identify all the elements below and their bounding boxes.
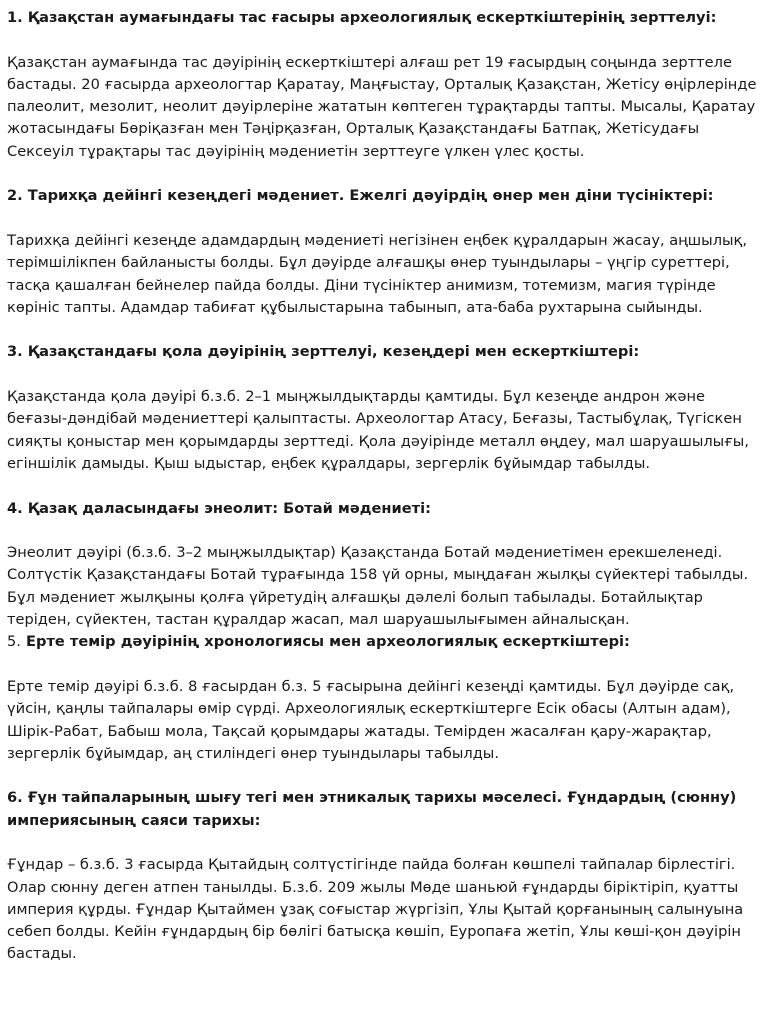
section-5-title: Ерте темір дәуірінің хронологиясы мен археологиялық ескерткіштері: bbox=[26, 633, 630, 651]
section-2-title: Тарихқа дейінгі кезеңдегі мәдениет. Ежелгі дәуірдің өнер мен діни түсініктері: bbox=[27, 187, 714, 205]
section-2-body: Тарихқа дейінгі кезеңде адамдардың мәдениеті негізінен еңбек құралдарын жасау, аңшылық, терімшілікпен байланысты болды. Бұл дәуірде алғашқы өнер туындылары – үңгір суреттері, тасқа қашалған бейнелер пайда болды. Діни түсініктер анимизм, тотемизм, магия түрінде көрініс тапты. Адамдар табиғат құбылыстарына табынып, ата-баба рухтарына сыйынды. bbox=[7, 231, 747, 316]
section-3-body: Қазақстанда қола дәуірі б.з.б. 2–1 мыңжылдықтарды қамтиды. Бұл кезеңде андрон және беғазы-дәндібай мәдениеттері қалыптасты. Археологтар Атасу, Беғазы, Тастыбұлақ, Түгіскен сияқты қоныстар мен қорымдарды зерттеді. Қола дәуірінде металл өңдеу, мал шаруашылығы, егіншілік дамыды. Қыш ыдыстар, еңбек құралдары, зергерлік бұйымдар табылды. bbox=[7, 388, 749, 472]
section-4-number: 4. bbox=[7, 499, 23, 517]
section-5-heading bbox=[7, 631, 762, 653]
section-1-heading bbox=[7, 7, 762, 29]
section-5-body: Ерте темір дәуірі б.з.б. 8 ғасырдан б.з. 5 ғасырына дейінгі кезеңді қамтиды. Бұл дәуірде сақ, үйсін, қаңлы тайпалары өмір сүрді. Археологиялық ескерткіштерге Есік обасы (Алтын адам), Шірік-Рабат, Бабыш мола, Тақсай қорымдары жатады. Темірден жасалған қару-жарақтар, зергерлік бұйымдар, аң стиліндегі өнер туындылары табылды. bbox=[7, 677, 735, 762]
section-1-number: 1. bbox=[7, 9, 23, 26]
section-3-title: Қазақстандағы қола дәуірінің зерттелуі, кезеңдері мен ескерткіштері: bbox=[27, 343, 640, 361]
section-3-heading bbox=[7, 341, 762, 363]
section-5-number: 5. bbox=[7, 633, 21, 651]
section-6-heading bbox=[7, 787, 762, 832]
section-2-number: 2. bbox=[7, 187, 23, 205]
section-4-heading bbox=[7, 498, 762, 520]
section-3-number: 3. bbox=[7, 343, 23, 361]
section-2-heading bbox=[7, 185, 762, 207]
section-6-body: Ғұндар – б.з.б. 3 ғасырда Қытайдың солтүстігінде пайда болған көшпелі тайпалар бірлестігі. Олар сюнну деген атпен танылды. Б.з.б. 209 жылы Мөде шаньюй ғұндарды біріктіріп, қуатты империя құрды. Ғұндар Қытаймен ұзақ соғыстар жүргізіп, Ұлы Қытай қорғанының салынуына себеп болды. Кейін ғұндардың бір бөлігі батысқа көшіп, Еуропаға жетіп, Ұлы көші-қон дәуірін бастады. bbox=[7, 856, 744, 963]
section-6-title: Ғұн тайпаларының шығу тегі мен этникалық тарихы мәселесі. Ғұндардың (сюнну) империясының саяси тарихы: bbox=[7, 789, 737, 829]
section-1-title: Қазақстан аумағындағы тас ғасыры археологиялық ескерткіштерінің зерттелуі: bbox=[27, 9, 717, 26]
section-1-body: Қазақстан аумағында тас дәуірінің ескерткіштері алғаш рет 19 ғасырдың соңында зерттеле бастады. 20 ғасырда археологтар Қаратау, Маңғыстау, Орталық Қазақстан, Жетісу өңірлерінде палеолит, мезолит, неолит дәуірлеріне жататын көптеген тұрақтарды тапты. Мысалы, Қаратау жотасындағы Бөріқазған мен Тәңірқазған, Орталық Қазақстандағы Батпақ, Жетісудағы Сексеуіл тұрақтары тас дәуірінің мәдениетін зерттеуге үлкен үлес қосты. bbox=[7, 53, 757, 160]
section-4-body: Энеолит дәуірі (б.з.б. 3–2 мыңжылдықтар) Қазақстанда Ботай мәдениетімен ерекшеленеді. Солтүстік Қазақстандағы Ботай тұрағында 158 үй орны, мыңдаған жылқы сүйектері табылды. Бұл мәдениет жылқыны қолға үйретудің алғашқы дәлелі болып табылады. Ботайлықтар теріден, сүйектен, тастан құралдар жасап, мал шаруашылығымен айналысқан. bbox=[7, 544, 749, 629]
section-4-title: Қазақ даласындағы энеолит: Ботай мәдениеті: bbox=[27, 499, 431, 517]
section-6-number: 6. bbox=[7, 789, 23, 807]
